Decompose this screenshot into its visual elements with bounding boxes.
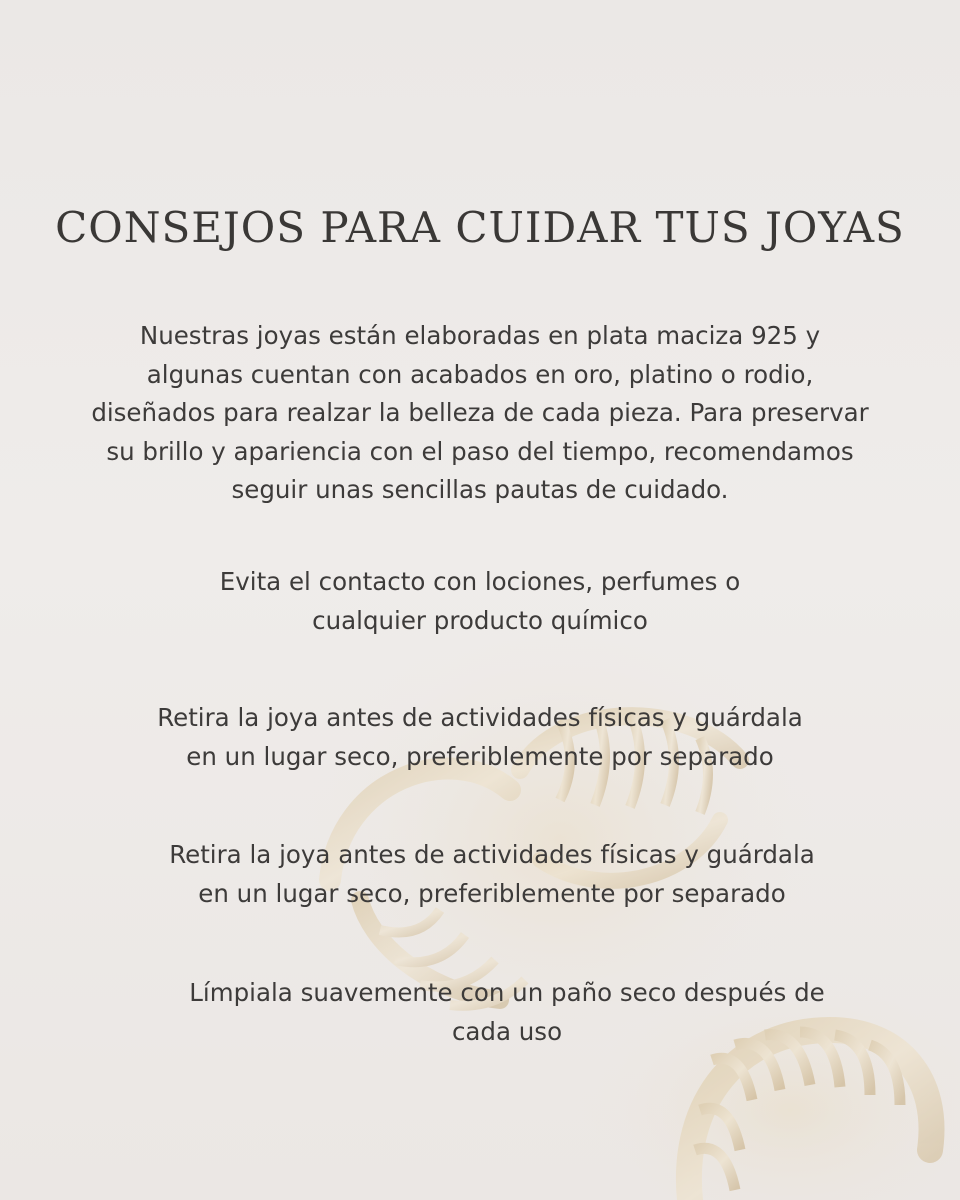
intro-line: algunas cuentan con acabados en oro, platino o rodio, <box>146 359 814 389</box>
page-title: CONSEJOS PARA CUIDAR TUS JOYAS <box>55 203 905 252</box>
tip-line: cada uso <box>451 1016 563 1046</box>
tip-remove-and-store <box>40 699 920 776</box>
tip-line: en un lugar seco, preferiblemente por separado <box>198 878 786 908</box>
tip-remove-and-store-repeat <box>52 836 932 913</box>
tip-line: Retira la joya antes de actividades físicas y guárdala <box>157 703 803 732</box>
tip-line: cualquier producto químico <box>312 605 648 635</box>
tip-line: Retira la joya antes de actividades físicas y guárdala <box>169 840 815 869</box>
intro-paragraph <box>40 317 920 510</box>
intro-line: seguir unas sencillas pautas de cuidado. <box>231 475 729 504</box>
tip-line: Evita el contacto con lociones, perfumes o <box>219 567 741 596</box>
tip-line: Límpiala suavemente con un paño seco después de <box>189 978 825 1007</box>
tip-line: en un lugar seco, preferiblemente por separado <box>186 741 774 771</box>
tip-avoid-chemicals <box>40 563 920 640</box>
intro-line: su brillo y apariencia con el paso del tiempo, recomendamos <box>106 436 854 466</box>
tip-clean-gently <box>67 974 947 1051</box>
intro-line: Nuestras joyas están elaboradas en plata maciza 925 y <box>139 321 821 350</box>
intro-line: diseñados para realzar la belleza de cada pieza. Para preservar <box>91 398 869 427</box>
